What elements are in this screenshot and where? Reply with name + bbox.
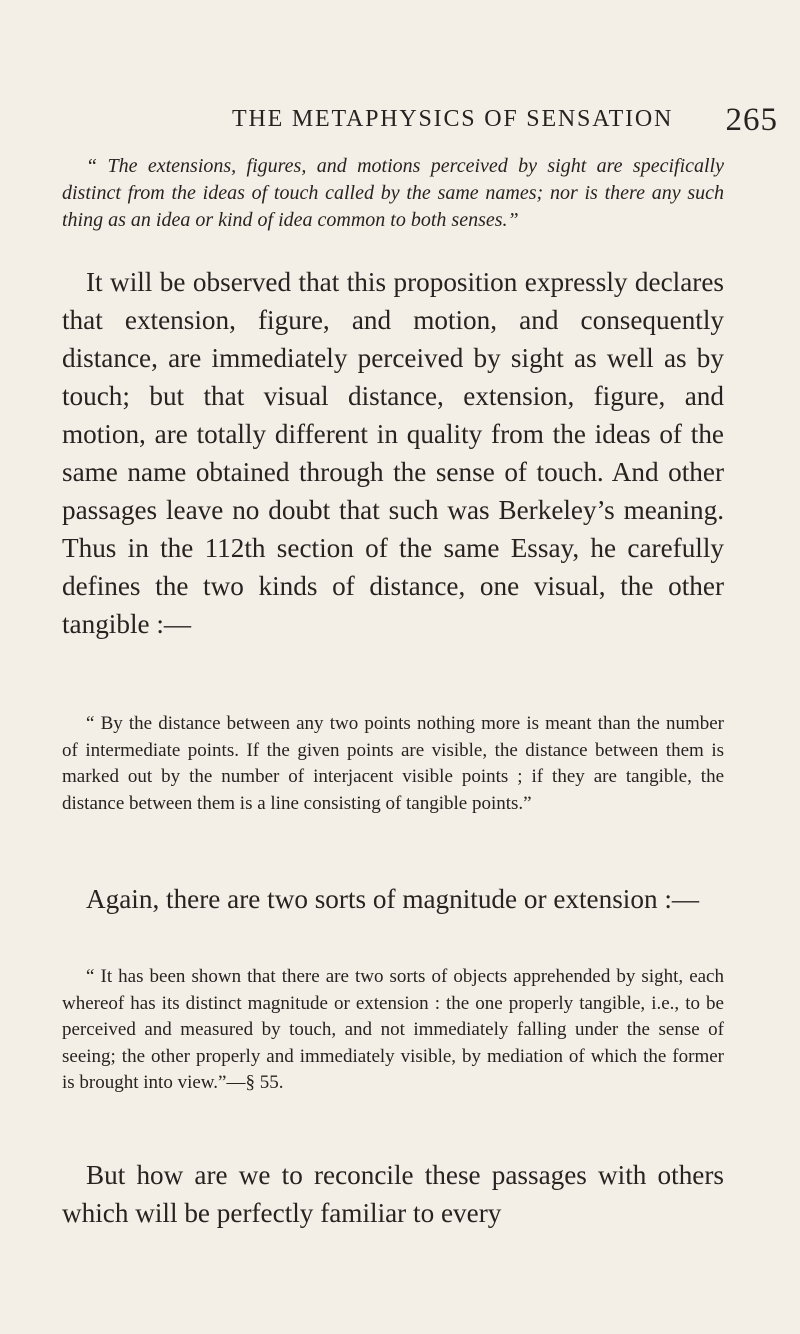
body-paragraph-3: But how are we to reconcile these passages with others which will be perfectly familiar to every <box>62 1160 724 1228</box>
distance-quotation: “ By the distance between any two points nothing more is meant than the number of intermediate points. If the given points are visible, the distance between them is marked out by the number of interjacent visible points ; if they are tangible, the distance between them is a line consisting of tangible points.” <box>62 713 724 814</box>
running-title: THE METAPHYSICS OF SENSATION <box>232 106 674 132</box>
body-paragraph-2: Again, there are two sorts of magnitude or extension :— <box>86 884 700 914</box>
magnitude-quotation: “ It has been shown that there are two sorts of objects apprehended by sight, each whereof has its distinct magnitude or extension : the one properly tangible, i.e., to be perceived and measured by touch, and not immediately falling under the sense of seeing; the other properly and immediately visible, by mediation of which the former is brought into view.”—§ 55. <box>62 966 724 1094</box>
page-number: 265 <box>725 102 778 138</box>
running-head <box>62 102 778 138</box>
body-paragraph-1: It will be observed that this proposition expressly declares that extension, figure, and motion, and consequently distance, are immediately perceived by sight as well as by touch; but that visual distance, extension, figure, and motion, are totally different in quality from the ideas of the same name obtained through the sense of touch. And other passages leave no doubt that such was Berkeley’s meaning. Thus in the 112th section of the same Essay, he carefully defines the two kinds of distance, one visual, the other tangible :— <box>62 267 724 639</box>
opening-quotation: “ The extensions, figures, and motions perceived by sight are specifically distinct from the ideas of touch called by the same names; nor is there any such thing as an idea or kind of idea common to both senses.” <box>62 155 724 231</box>
